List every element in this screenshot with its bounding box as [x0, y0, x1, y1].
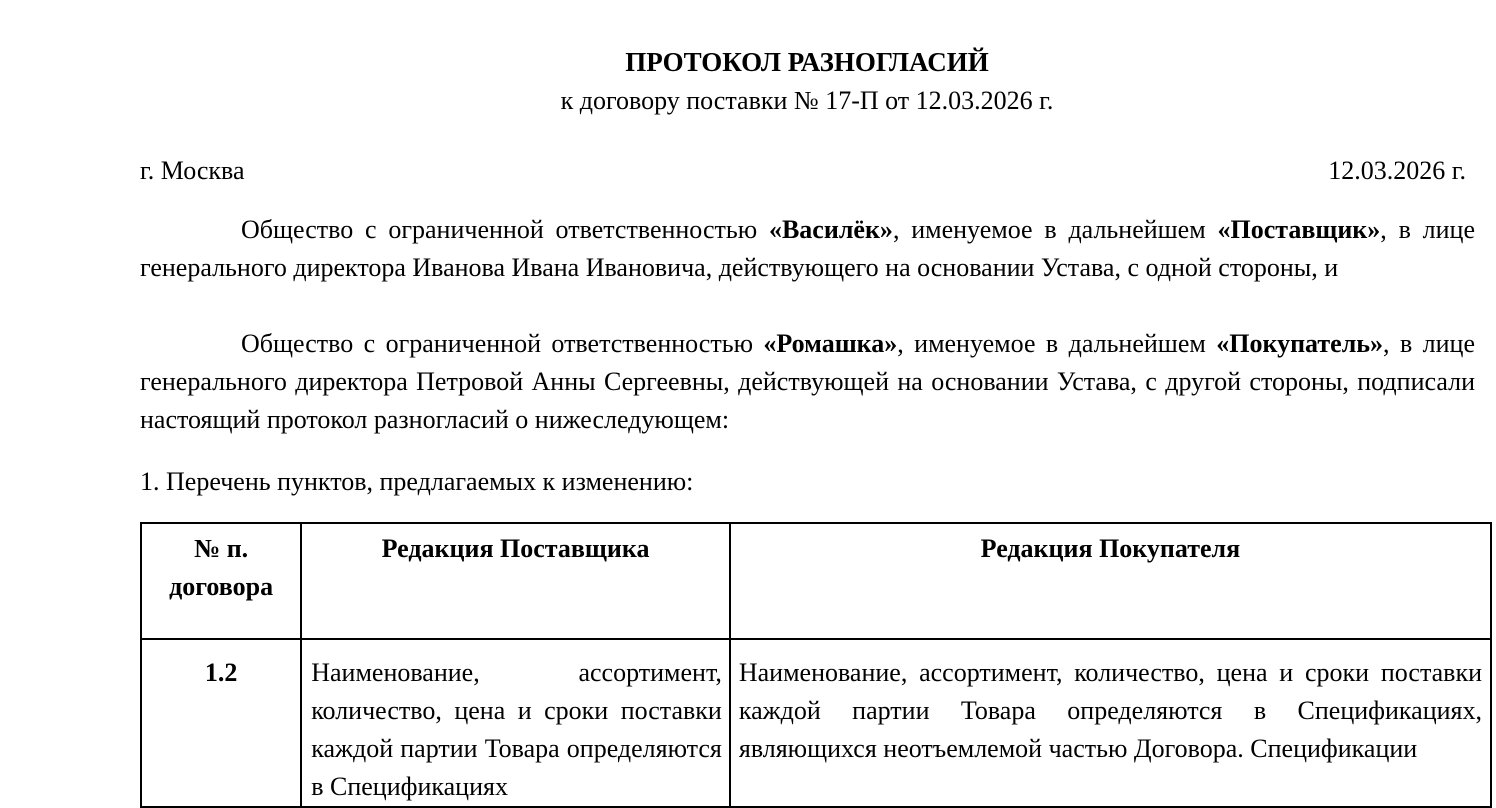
buyer-role: «Покупатель» [1216, 329, 1384, 358]
table-row [141, 639, 1491, 807]
buyer-paragraph [140, 325, 1475, 439]
supplier-rest: , в лице генерального директора Иванова Ивана Ивановича, действующего на основании Устава, с одной стороны, и [140, 215, 1476, 282]
document-place: г. Москва [140, 156, 245, 185]
header-clause-number: № п. договора [141, 523, 301, 639]
row-supplier-text: Наименование, ассортимент, количество, цена и сроки поставки каждой партии Товара определяются в Спецификациях [301, 639, 730, 807]
buyer-intro: Общество с ограниченной ответственностью [241, 329, 764, 358]
document-subtitle: к договору поставки № 17-П от 12.03.2026 г. [560, 86, 1054, 115]
buyer-rest: , в лице генерального директора Петровой Анны Сергеевны, действующей на основании Устава, с другой стороны, подписали настоящий протокол разногласий о нижеследующем: [140, 329, 1475, 434]
row-clause-number: 1.2 [141, 639, 301, 807]
supplier-name: «Василёк» [768, 215, 893, 244]
document-date: 12.03.2026 г. [1328, 156, 1466, 185]
supplier-role: «Поставщик» [1217, 215, 1381, 244]
supplier-paragraph [140, 211, 1475, 287]
changes-table [140, 522, 1492, 808]
supplier-mid: , именуемое в дальнейшем [892, 215, 1218, 244]
table-header-row [141, 523, 1491, 639]
row-buyer-text: Наименование, ассортимент, количество, цена и сроки поставки каждой партии Товара определяются в Спецификациях, являющихся неотъемлемой частью Договора. Спецификации [730, 639, 1491, 807]
header-buyer-version: Редакция Покупателя [730, 523, 1491, 639]
header-supplier-version: Редакция Поставщика [301, 523, 730, 639]
buyer-mid: , именуемое в дальнейшем [897, 329, 1217, 358]
section-heading: 1. Перечень пунктов, предлагаемых к изменению: [140, 467, 694, 496]
document-title: ПРОТОКОЛ РАЗНОГЛАСИЙ [625, 47, 989, 77]
supplier-intro: Общество с ограниченной ответственностью [241, 215, 769, 244]
buyer-name: «Ромашка» [763, 329, 898, 358]
